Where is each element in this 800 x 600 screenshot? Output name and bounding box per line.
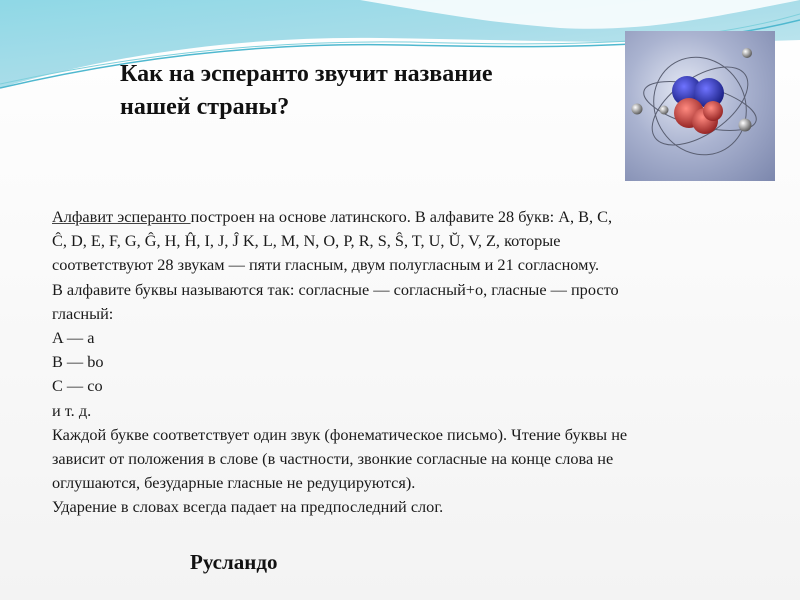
text-line: построен на основе латинского. В алфавите 28 букв: A, B, C,: [190, 207, 613, 226]
answer-text: Русландо: [190, 550, 278, 574]
example-line: и т. д.: [52, 400, 92, 420]
title-line-2: нашей страны?: [120, 94, 290, 120]
paragraph-alphabet: [52, 205, 772, 229]
atom-icon: [625, 31, 775, 181]
text-line: зависит от положения в слове (в частности, звонкие согласные на конце слова не: [52, 449, 614, 469]
example-line: C — co: [52, 376, 103, 396]
link-esperanto-alphabet[interactable]: Алфавит эсперанто: [52, 207, 191, 226]
text-line: оглушаются, безударные гласные не редуцируются).: [52, 473, 416, 493]
text-line: Каждой букве соответствует один звук (фонематическое письмо). Чтение буквы не: [52, 424, 628, 444]
text-line: гласный:: [52, 303, 114, 323]
text-line: соответствуют 28 звукам — пяти гласным, двум полугласным и 21 согласному.: [52, 255, 600, 275]
text-line: Ударение в словах всегда падает на предпоследний слог.: [52, 497, 444, 517]
slide-title: [120, 58, 620, 124]
text-line: Ĉ, D, E, F, G, Ĝ, H, Ĥ, I, J, Ĵ K, L, M, N, O, P, R, S, Ŝ, T, U, Ŭ, V, Z, которые: [52, 231, 561, 251]
title-line-1: Как на эсперанто звучит название: [120, 61, 493, 87]
text-line: В алфавите буквы называются так: согласные — согласный+о, гласные — просто: [52, 279, 619, 299]
body-text: [52, 205, 772, 520]
example-line: A — a: [52, 328, 95, 348]
example-line: B — bo: [52, 352, 104, 372]
